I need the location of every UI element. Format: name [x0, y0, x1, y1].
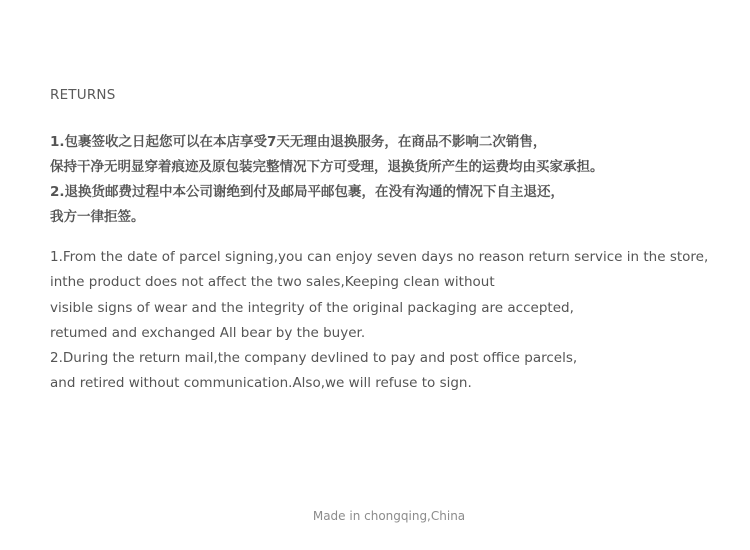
english-policy-line: visible signs of wear and the integrity of the original packaging are accepted, — [50, 299, 574, 316]
chinese-policy-line: 1.包裹签收之日起您可以在本店享受7天无理由退换服务，在商品不影响二次销售， — [50, 134, 547, 150]
english-policy-line: 1.From the date of parcel signing,you can enjoy seven days no reason return service in the store, — [50, 249, 709, 265]
returns-heading: RETURNS — [50, 87, 116, 103]
english-policy-line: 2.During the return mail,the company devlined to pay and post office parcels, — [50, 350, 578, 367]
english-policy-line: inthe product does not affect the two sales,Keeping clean without — [50, 274, 495, 291]
chinese-policy-line: 保持干净无明显穿着痕迹及原包装完整情况下方可受理，退换货所产生的运费均由买家承担。 — [50, 159, 604, 175]
english-policy-line: retumed and exchanged All bear by the buyer. — [50, 324, 366, 341]
english-policy-line: and retired without communication.Also,we will refuse to sign. — [50, 375, 472, 392]
chinese-policy-text — [50, 130, 730, 230]
made-in-footer: Made in chongqing,China — [312, 509, 466, 523]
english-policy-text — [50, 245, 740, 397]
chinese-policy-line: 2.退换货邮费过程中本公司谢绝到付及邮局平邮包裹，在没有沟通的情况下自主退还， — [50, 184, 565, 200]
chinese-policy-line: 我方一律拒签。 — [50, 209, 145, 225]
